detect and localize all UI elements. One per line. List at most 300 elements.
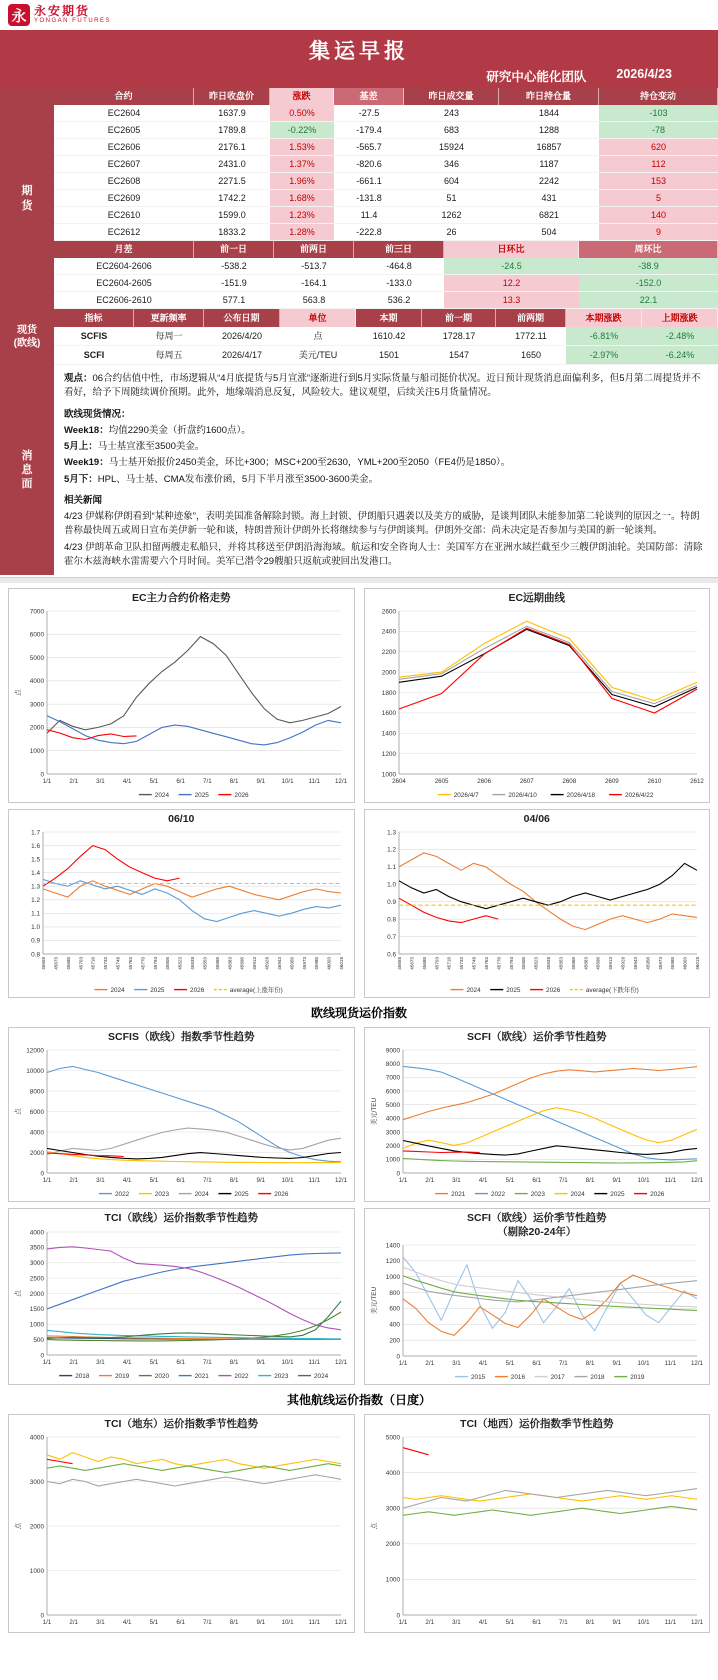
svg-text:5/1: 5/1 <box>505 1618 514 1626</box>
table-cell: -2.97% <box>566 346 642 365</box>
news-paragraph: 5月下：HPL、马士基、CMA发布涨价函，5月下半月涨至3500-3600美金。 <box>64 473 379 485</box>
table-cell: -133.0 <box>354 275 444 292</box>
column-header: 本期 <box>356 309 422 327</box>
svg-text:1200: 1200 <box>385 1257 400 1265</box>
svg-text:4000: 4000 <box>30 678 45 686</box>
svg-text:1.4: 1.4 <box>31 870 41 878</box>
column-header: 前两日 <box>274 241 354 258</box>
svg-text:2024: 2024 <box>314 1372 329 1380</box>
table-cell: 0.50% <box>270 105 334 122</box>
svg-text:10000: 10000 <box>26 1068 45 1076</box>
chart-canvas-scfis-season <box>13 1044 349 1200</box>
table-cell: -820.6 <box>334 156 404 173</box>
svg-text:0.7: 0.7 <box>386 934 396 942</box>
table-cell: 504 <box>499 224 599 241</box>
table-cell: -0.22% <box>270 122 334 139</box>
svg-text:1400: 1400 <box>381 730 396 738</box>
svg-text:2604: 2604 <box>391 778 406 786</box>
report-title: 集运早报 <box>309 40 409 63</box>
svg-text:45688: 45688 <box>66 957 72 971</box>
svg-text:3000: 3000 <box>385 1505 400 1513</box>
column-header: 指标 <box>54 309 134 327</box>
svg-text:5000: 5000 <box>385 1434 400 1442</box>
table-cell: 13.3 <box>444 292 579 309</box>
svg-text:0.9: 0.9 <box>31 937 41 945</box>
svg-text:1000: 1000 <box>30 1567 45 1575</box>
svg-text:45943: 45943 <box>632 957 638 971</box>
svg-text:6/1: 6/1 <box>176 1358 186 1366</box>
svg-text:2024: 2024 <box>110 987 125 995</box>
svg-text:0: 0 <box>40 1612 45 1620</box>
table-cell: EC2604 <box>54 105 194 122</box>
table-cell: 620 <box>599 139 718 156</box>
svg-text:12/1: 12/1 <box>690 1359 703 1367</box>
svg-text:1000: 1000 <box>385 1273 400 1281</box>
svg-text:1/1: 1/1 <box>42 1358 52 1366</box>
news-paragraph: 观点：06合约估值中性，市场逻辑从“4月底提货与5月宣涨”逐渐进行到5月实际货量与船司挺价状况。近日预计现货消息面偏利多，但5月第二周提货并不看好，给予下周随续调价预期。此外，地缘端消息反复，风险较大。建议观望，后续关注5月货量情况。 <box>64 373 701 399</box>
svg-text:1000: 1000 <box>30 1321 45 1329</box>
svg-text:45793: 45793 <box>153 957 158 971</box>
table-cell: 243 <box>404 105 499 122</box>
svg-text:2024: 2024 <box>194 1191 210 1199</box>
table-cell: -131.8 <box>334 190 404 207</box>
svg-text:5/1: 5/1 <box>149 1177 159 1185</box>
svg-text:7/1: 7/1 <box>558 1618 568 1626</box>
chart-title: SCFIS（欧线）指数季节性趋势 <box>108 1031 255 1044</box>
table-row <box>54 207 718 224</box>
svg-text:45718: 45718 <box>446 957 452 971</box>
svg-text:1.5: 1.5 <box>31 856 41 864</box>
chart-card-ratio-0610 <box>8 809 355 998</box>
table-row <box>54 173 718 190</box>
svg-text:2/1: 2/1 <box>69 1618 79 1626</box>
table-row <box>54 275 718 292</box>
svg-text:8/1: 8/1 <box>230 778 239 786</box>
svg-text:1200: 1200 <box>381 751 396 759</box>
svg-text:3/1: 3/1 <box>96 1177 106 1185</box>
svg-text:45658: 45658 <box>396 957 402 971</box>
svg-text:2605: 2605 <box>434 778 449 786</box>
svg-text:46018: 46018 <box>339 957 345 971</box>
svg-text:2608: 2608 <box>562 778 576 786</box>
svg-text:2400: 2400 <box>381 628 396 636</box>
svg-text:2016: 2016 <box>510 1373 525 1381</box>
svg-text:2/1: 2/1 <box>425 1618 434 1626</box>
chart-card-scfi-season <box>364 1027 711 1202</box>
svg-text:45823: 45823 <box>533 957 539 971</box>
table-cell: EC2612 <box>54 224 194 241</box>
section-label-news: 消 息 面 <box>0 365 54 575</box>
svg-text:8000: 8000 <box>30 1088 45 1096</box>
svg-text:9/1: 9/1 <box>256 1358 266 1366</box>
svg-text:1000: 1000 <box>385 1157 400 1165</box>
chart-card-tci-eu <box>8 1208 355 1384</box>
column-header: 月差 <box>54 241 194 258</box>
section-title-other-index: 其他航线运价指数（日度） <box>286 1392 431 1407</box>
table-cell: 11.4 <box>334 207 404 224</box>
svg-text:11/1: 11/1 <box>308 1177 321 1185</box>
table-cell: -152.0 <box>579 275 718 292</box>
table-cell: 5 <box>599 190 718 207</box>
svg-text:2609: 2609 <box>604 778 619 786</box>
table-cell: -78 <box>599 122 718 139</box>
svg-text:点: 点 <box>15 689 23 696</box>
table-cell: 1.28% <box>270 224 334 241</box>
svg-text:0: 0 <box>40 1170 45 1178</box>
news-paragraph: 欧线现货情况： <box>64 408 131 420</box>
svg-text:45778: 45778 <box>140 957 146 971</box>
futures-section <box>0 88 718 309</box>
spot-table <box>54 309 718 365</box>
section-title-spot-index: 欧线现货运价指数 <box>310 1006 407 1021</box>
svg-text:1000: 1000 <box>381 771 396 779</box>
svg-text:12/1: 12/1 <box>335 1618 348 1626</box>
table-cell: 1789.8 <box>194 122 270 139</box>
svg-text:2020: 2020 <box>155 1372 170 1380</box>
table-cell: EC2604-2606 <box>54 258 194 275</box>
table-cell: -151.9 <box>194 275 274 292</box>
svg-text:7/1: 7/1 <box>558 1359 568 1367</box>
chart-grid-other <box>8 1414 710 1633</box>
svg-text:45718: 45718 <box>90 957 96 971</box>
report-date: 2026/4/23 <box>616 67 672 81</box>
futures-table <box>54 88 718 241</box>
svg-text:3/1: 3/1 <box>451 1177 461 1185</box>
svg-text:3500: 3500 <box>30 1244 45 1252</box>
spot-section <box>0 309 718 365</box>
table-cell: -103 <box>599 105 718 122</box>
table-header-row <box>54 309 718 327</box>
svg-text:46003: 46003 <box>326 957 332 971</box>
table-cell: 1844 <box>499 105 599 122</box>
table-cell: SCFIS <box>54 327 134 346</box>
column-header: 昨日持仓量 <box>499 88 599 105</box>
column-header: 合约 <box>54 88 194 105</box>
column-header: 前一期 <box>422 309 496 327</box>
chart-grid-top <box>8 588 710 998</box>
svg-text:7/1: 7/1 <box>203 1618 212 1626</box>
table-cell: 点 <box>280 327 356 346</box>
svg-text:12/1: 12/1 <box>335 1177 348 1185</box>
title-band <box>0 30 718 88</box>
svg-text:2000: 2000 <box>385 1540 400 1548</box>
svg-text:45883: 45883 <box>583 957 588 971</box>
svg-text:6/1: 6/1 <box>532 1177 541 1185</box>
svg-text:1.1: 1.1 <box>31 910 41 918</box>
svg-text:1.2: 1.2 <box>31 897 41 905</box>
table-cell: 577.1 <box>194 292 274 309</box>
svg-text:2026: 2026 <box>190 987 205 995</box>
svg-text:200: 200 <box>389 1337 400 1345</box>
logo-name-cn: 永安期货 <box>34 4 91 19</box>
svg-text:0.9: 0.9 <box>386 899 396 907</box>
svg-text:1500: 1500 <box>30 1305 45 1313</box>
svg-text:45973: 45973 <box>657 957 663 971</box>
news-block <box>54 365 718 575</box>
svg-text:3000: 3000 <box>30 701 45 709</box>
svg-text:2000: 2000 <box>30 1290 45 1298</box>
svg-text:8/1: 8/1 <box>230 1177 239 1185</box>
svg-text:2026: 2026 <box>274 1191 289 1199</box>
table-cell: 每周五 <box>134 346 204 365</box>
table-cell: 15924 <box>404 139 499 156</box>
table-row <box>54 346 718 365</box>
news-paragraph: 4/23 伊媒称伊朗看到“某种迹象”，表明美国准备解除封锁。海上封锁、伊朗船只遇袭以及美方的威胁，是谈判团队未能参加第二轮谈判的原因之一。特朗普称最快周五或周日宣布美伊新一轮和谈，特朗普预计伊朗外长将继续参与与伊朗谈判。伊朗外交部：尚未决定是否参加与美国的新一轮谈判。 <box>64 511 700 537</box>
chart-title: TCI（地西）运价指数季节性趋势 <box>460 1417 614 1430</box>
column-header: 昨日收盘价 <box>194 88 270 105</box>
table-cell: -24.5 <box>444 258 579 275</box>
svg-text:0: 0 <box>40 771 45 779</box>
column-header: 前两期 <box>496 309 566 327</box>
table-cell: 431 <box>499 190 599 207</box>
chart-title: 06/10 <box>168 813 195 826</box>
table-cell: 1262 <box>404 207 499 224</box>
table-cell: EC2606-2610 <box>54 292 194 309</box>
table-cell: 6821 <box>499 207 599 224</box>
column-header: 前三日 <box>354 241 444 258</box>
svg-text:2025: 2025 <box>150 987 165 995</box>
svg-text:6/1: 6/1 <box>532 1618 541 1626</box>
svg-text:6/1: 6/1 <box>176 778 186 786</box>
svg-text:7/1: 7/1 <box>558 1177 568 1185</box>
svg-text:5000: 5000 <box>30 654 45 662</box>
svg-text:4/1: 4/1 <box>123 1618 132 1626</box>
svg-text:4/1: 4/1 <box>123 778 132 786</box>
chart-title: TCI（欧线）运价指数季节性趋势 <box>104 1212 258 1225</box>
svg-text:45823: 45823 <box>177 957 183 971</box>
svg-text:7000: 7000 <box>30 608 45 616</box>
chart-card-ec-main <box>8 588 355 803</box>
svg-text:3/1: 3/1 <box>96 1358 106 1366</box>
svg-text:45688: 45688 <box>421 957 427 971</box>
table-cell: -565.7 <box>334 139 404 156</box>
svg-text:10/1: 10/1 <box>281 1618 294 1626</box>
yongan-logo <box>8 4 111 26</box>
svg-text:4000: 4000 <box>385 1469 400 1477</box>
svg-text:2017: 2017 <box>550 1373 565 1381</box>
svg-text:45883: 45883 <box>227 957 233 971</box>
svg-text:2610: 2610 <box>647 778 662 786</box>
svg-text:45733: 45733 <box>458 957 464 971</box>
svg-text:45808: 45808 <box>165 957 171 971</box>
svg-text:11/1: 11/1 <box>664 1359 676 1367</box>
chart-canvas-ec-forward <box>369 605 705 801</box>
title-subline <box>0 67 718 85</box>
svg-text:45733: 45733 <box>103 957 109 971</box>
svg-text:美元/TEU: 美元/TEU <box>370 1286 378 1314</box>
svg-text:45958: 45958 <box>289 957 295 971</box>
svg-text:10/1: 10/1 <box>637 1618 650 1626</box>
table-cell: 2176.1 <box>194 139 270 156</box>
table-cell: 1.68% <box>270 190 334 207</box>
table-cell: -6.81% <box>566 327 642 346</box>
svg-text:45868: 45868 <box>215 957 221 971</box>
svg-text:average(上涨年份): average(上涨年份) <box>230 987 284 995</box>
svg-text:4/1: 4/1 <box>123 1358 132 1366</box>
svg-text:1000: 1000 <box>385 1576 400 1584</box>
svg-text:8000: 8000 <box>385 1061 400 1069</box>
table-cell: EC2609 <box>54 190 194 207</box>
table-cell: EC2604-2605 <box>54 275 194 292</box>
svg-text:3/1: 3/1 <box>451 1359 461 1367</box>
column-header: 公布日期 <box>204 309 280 327</box>
chart-card-tci-west-med <box>364 1414 711 1633</box>
svg-text:12/1: 12/1 <box>335 778 348 786</box>
svg-text:1/1: 1/1 <box>398 1177 408 1185</box>
svg-text:5/1: 5/1 <box>505 1359 514 1367</box>
table-cell: 2242 <box>499 173 599 190</box>
svg-text:45853: 45853 <box>558 957 564 971</box>
svg-text:1800: 1800 <box>381 689 396 697</box>
svg-text:点: 点 <box>15 1522 23 1529</box>
svg-text:45838: 45838 <box>190 957 196 971</box>
spot-section-body <box>54 309 718 365</box>
table-cell: -27.5 <box>334 105 404 122</box>
table-cell: 683 <box>404 122 499 139</box>
chart-card-scfi-excl <box>364 1208 711 1384</box>
svg-text:45898: 45898 <box>239 957 245 971</box>
column-header: 单位 <box>280 309 356 327</box>
table-cell: 2431.0 <box>194 156 270 173</box>
svg-text:9/1: 9/1 <box>256 778 266 786</box>
svg-text:0.6: 0.6 <box>386 951 396 959</box>
table-cell: 2026/4/20 <box>204 327 280 346</box>
chart-title: SCFI（欧线）运价季节性趋势 <box>467 1212 607 1225</box>
svg-text:9000: 9000 <box>385 1047 400 1055</box>
svg-text:45928: 45928 <box>264 957 270 971</box>
svg-text:2025: 2025 <box>506 987 521 995</box>
svg-text:2018: 2018 <box>75 1372 90 1380</box>
svg-text:3/1: 3/1 <box>451 1618 461 1626</box>
table-cell: -661.1 <box>334 173 404 190</box>
column-header: 更新频率 <box>134 309 204 327</box>
table-cell: 2271.5 <box>194 173 270 190</box>
svg-text:8/1: 8/1 <box>230 1358 239 1366</box>
table-cell: EC2607 <box>54 156 194 173</box>
chart-subtitle: （剔除20-24年） <box>497 1225 577 1238</box>
news-paragraph: 相关新闻 <box>64 494 103 506</box>
table-cell: 1728.17 <box>422 327 496 346</box>
chart-grid-spot <box>8 1027 710 1384</box>
svg-text:6/1: 6/1 <box>176 1618 186 1626</box>
table-cell: 604 <box>404 173 499 190</box>
news-paragraph: Week18：均值2290美金（折盘约1600点）。 <box>64 424 251 436</box>
svg-text:2000: 2000 <box>30 724 45 732</box>
svg-text:46018: 46018 <box>694 957 700 971</box>
svg-text:2025: 2025 <box>234 1191 249 1199</box>
svg-text:2600: 2600 <box>381 608 396 616</box>
svg-text:10/1: 10/1 <box>281 778 294 786</box>
svg-text:1.2: 1.2 <box>386 846 396 854</box>
svg-text:1.1: 1.1 <box>386 864 396 872</box>
column-header: 持仓变动 <box>599 88 718 105</box>
chart-card-tci-east-med <box>8 1414 355 1633</box>
svg-text:2607: 2607 <box>519 778 534 786</box>
svg-text:4000: 4000 <box>30 1228 45 1236</box>
svg-text:4/1: 4/1 <box>123 1177 132 1185</box>
svg-text:2023: 2023 <box>530 1191 545 1199</box>
column-header: 前一日 <box>194 241 274 258</box>
svg-text:45793: 45793 <box>508 957 514 971</box>
svg-text:3/1: 3/1 <box>96 778 106 786</box>
svg-text:2024: 2024 <box>466 987 481 995</box>
table-cell: -6.24% <box>642 346 718 365</box>
svg-text:9/1: 9/1 <box>256 1177 266 1185</box>
svg-text:0.8: 0.8 <box>31 951 41 959</box>
logo-bar <box>0 0 718 30</box>
svg-text:1600: 1600 <box>381 710 396 718</box>
svg-text:3000: 3000 <box>30 1259 45 1267</box>
svg-text:7/1: 7/1 <box>203 1358 212 1366</box>
svg-text:美元/TEU: 美元/TEU <box>370 1098 378 1126</box>
svg-text:6000: 6000 <box>30 1109 45 1117</box>
table-cell: SCFI <box>54 346 134 365</box>
svg-text:4000: 4000 <box>30 1434 45 1442</box>
svg-text:6000: 6000 <box>30 631 45 639</box>
chart-canvas-tci-west-med <box>369 1431 705 1631</box>
column-header: 上期涨跌 <box>642 309 718 327</box>
logo-text <box>34 5 111 25</box>
svg-text:1.6: 1.6 <box>31 843 41 851</box>
logo-name-en: YONGAN FUTURES <box>34 18 112 25</box>
svg-text:6/1: 6/1 <box>532 1359 541 1367</box>
news-section-body <box>54 365 718 575</box>
chart-canvas-ratio-0406 <box>369 826 705 996</box>
svg-text:9/1: 9/1 <box>256 1618 266 1626</box>
svg-text:9/1: 9/1 <box>612 1359 621 1367</box>
svg-text:45988: 45988 <box>669 957 675 971</box>
svg-text:1/1: 1/1 <box>42 778 52 786</box>
news-paragraph: Week19：马士基开始报价2450美金，环比+300；MSC+200至2630，YML+200至2050（FE4仍是1850）。 <box>64 457 511 469</box>
table-cell: 153 <box>599 173 718 190</box>
table-row <box>54 156 718 173</box>
svg-text:0.8: 0.8 <box>386 916 396 924</box>
svg-text:4/1: 4/1 <box>478 1177 488 1185</box>
svg-text:45943: 45943 <box>277 957 283 971</box>
table-cell: 1288 <box>499 122 599 139</box>
table-cell: 140 <box>599 207 718 224</box>
table-header-row <box>54 241 718 258</box>
svg-text:7000: 7000 <box>385 1075 400 1083</box>
table-cell: 1187 <box>499 156 599 173</box>
table-cell: 1547 <box>422 346 496 365</box>
svg-text:2019: 2019 <box>629 1373 645 1381</box>
news-section <box>0 365 718 575</box>
table-row <box>54 292 718 309</box>
svg-text:6000: 6000 <box>385 1088 400 1096</box>
chart-title: EC远期曲线 <box>508 592 566 604</box>
svg-text:3000: 3000 <box>30 1478 45 1486</box>
svg-text:10/1: 10/1 <box>637 1177 650 1185</box>
svg-text:45928: 45928 <box>620 957 626 971</box>
svg-text:9/1: 9/1 <box>612 1177 621 1185</box>
svg-text:5/1: 5/1 <box>149 778 159 786</box>
svg-text:2000: 2000 <box>385 1143 400 1151</box>
svg-text:点: 点 <box>15 1289 23 1297</box>
news-paragraph: 5月上：马士基宣涨至3500美金。 <box>64 441 205 452</box>
svg-text:1/1: 1/1 <box>398 1618 408 1626</box>
svg-text:2026/4/7: 2026/4/7 <box>453 792 479 800</box>
svg-text:2023: 2023 <box>274 1372 289 1380</box>
svg-text:1.3: 1.3 <box>386 829 396 837</box>
chart-title: 04/06 <box>523 813 550 826</box>
svg-text:2023: 2023 <box>155 1191 170 1199</box>
svg-text:2500: 2500 <box>30 1274 45 1282</box>
column-header: 涨跌 <box>270 88 334 105</box>
svg-text:2/1: 2/1 <box>69 1358 79 1366</box>
table-cell: EC2610 <box>54 207 194 224</box>
svg-text:1.3: 1.3 <box>31 883 41 891</box>
